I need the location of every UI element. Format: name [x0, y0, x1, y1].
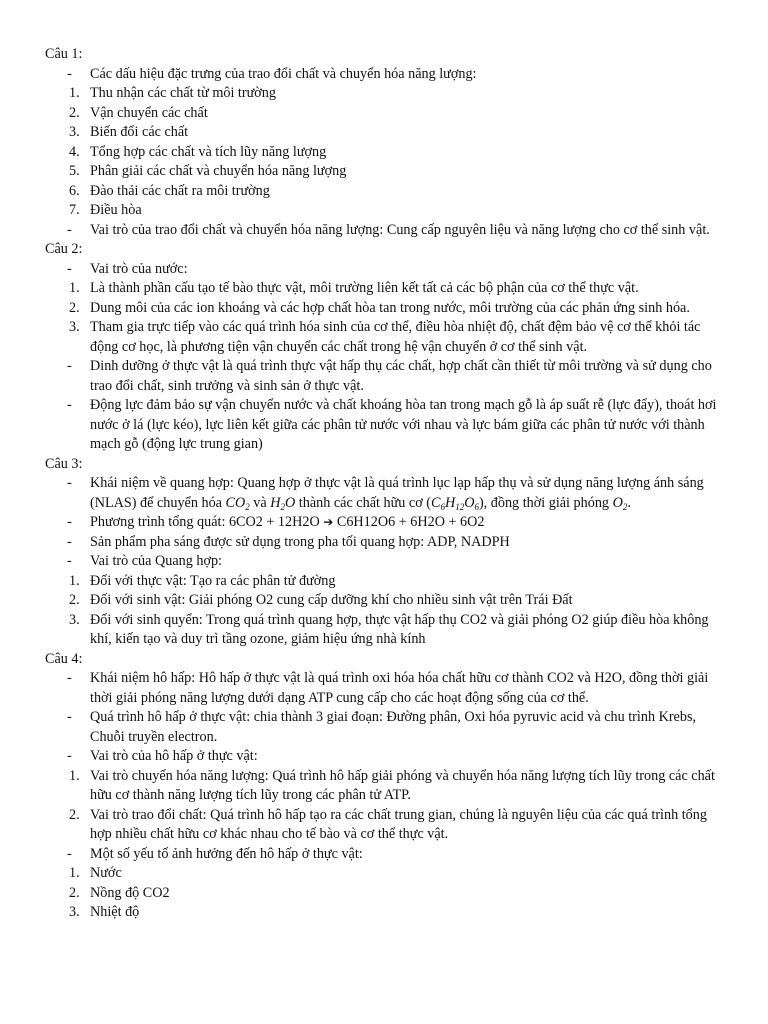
formula-glucose: $C_6H_{12}O_6$ [430, 494, 479, 512]
bullet-marker: - [67, 221, 72, 238]
number-marker: 3. [69, 319, 80, 335]
item-text: Quá trình hô hấp ở thực vật: chia thành 3 giai đoạn: Đường phân, Oxi hóa pyruvic acid và chu trình Krebs, Chuỗi truyền electron. [90, 709, 697, 745]
section-heading: Câu 4: [45, 650, 83, 667]
list-item-equation [45, 513, 728, 533]
list-item [45, 357, 728, 396]
list-item [45, 162, 728, 182]
list-item [45, 533, 728, 553]
bullet-marker: - [67, 65, 72, 82]
item-text: Khái niệm hô hấp: Hô hấp ở thực vật là quá trình oxi hóa hóa chất hữu cơ thành CO2 và H2O, đồng thời giải thời giải phóng năng lượng dưới dạng ATP cung cấp cho các hoạt động sống của cơ thể. [90, 670, 709, 706]
number-marker: 1. [69, 85, 80, 101]
list-item [45, 201, 728, 221]
item-text: Tổng hợp các chất và tích lũy năng lượng [90, 143, 327, 160]
section-heading: Câu 3: [45, 455, 83, 472]
number-marker: 7. [69, 202, 80, 218]
item-text: Thu nhận các chất từ môi trường [90, 85, 276, 101]
list-item-photosynthesis-definition [45, 474, 728, 513]
list-item [45, 279, 728, 299]
bullet-marker: - [67, 533, 72, 550]
item-text: Dung môi của các ion khoáng và các hợp chất hòa tan trong nước, môi trường của các phản ứng sinh hóa. [90, 299, 690, 316]
bullet-marker: - [67, 670, 72, 686]
number-marker: 2. [69, 806, 80, 823]
list-item [45, 552, 728, 572]
bullet-marker: - [67, 397, 72, 413]
list-item [45, 221, 728, 241]
number-marker: 2. [69, 299, 80, 316]
list-item [45, 884, 728, 904]
item-text: Tham gia trực tiếp vào các quá trình hóa sinh của cơ thể, điều hòa nhiệt độ, chất đệm bảo vệ cơ thể khỏi tác động cơ học, là phương tiện vận chuyển các chất trong hệ vận chuyển ở cơ thể sinh vật. [90, 319, 701, 355]
list-item [45, 143, 728, 163]
item-text: Phân giải các chất và chuyển hóa năng lượng [90, 163, 347, 179]
list-item [45, 845, 728, 865]
item-text: Dinh dưỡng ở thực vật là quá trình thực vật hấp thụ các chất, hợp chất cần thiết từ môi trường và sử dụng cho trao đổi chất, sinh trưởng và sinh sản ở thực vật. [90, 358, 712, 394]
bullet-marker: - [67, 709, 72, 725]
list-item [45, 669, 728, 708]
item-text: Nồng độ CO2 [90, 884, 170, 901]
bullet-marker: - [67, 845, 72, 862]
item-text: Vai trò của hô hấp ở thực vật: [90, 748, 258, 764]
item-text: Vai trò của nước: [90, 260, 188, 277]
item-text: Động lực đảm bảo sự vận chuyển nước và chất khoáng hòa tan trong mạch gỗ là áp suất rễ (lực đẩy), thoát hơi nước ở lá (lực kéo), lực liên kết giữa các phân tử nước với nhau và lực bám giữa các phân tử nước với thành mạch gỗ (động lực trung gian) [90, 397, 717, 452]
item-text: Một số yếu tố ảnh hưởng đến hô hấp ở thực vật: [90, 845, 363, 862]
item-text: Vai trò của Quang hợp: [90, 553, 223, 569]
bullet-marker: - [67, 358, 72, 374]
list-item [45, 747, 728, 767]
list-item [45, 65, 728, 85]
list-item [45, 806, 728, 845]
number-marker: 4. [69, 143, 80, 160]
item-text: Đối với sinh quyển: Trong quá trình quang hợp, thực vật hấp thụ CO2 và giải phóng O2 giúp điều hòa không khí, kiến tạo và duy trì tầng ozone, giảm hiệu ứng nhà kính [90, 611, 709, 647]
list-item [45, 260, 728, 280]
number-marker: 3. [69, 124, 80, 140]
item-text: Khái niệm về quang hợp: Quang hợp ở thực vật là quá trình lục lạp hấp thụ và sử dụng năng lượng ánh sáng (NLAS) để chuyển hóa $CO_2$ và $H_2O$ thành các chất hữu cơ $(C_6H_{12}O_6)$, đồng thời giải phóng $O_2$. [90, 475, 704, 512]
item-text: Nhiệt độ [90, 904, 140, 920]
number-marker: 6. [69, 182, 80, 199]
list-item [45, 903, 728, 923]
item-text: Sản phẩm pha sáng được sử dụng trong pha tối quang hợp: ADP, NADPH [90, 533, 510, 550]
item-text: Đối với sinh vật: Giải phóng O2 cung cấp dưỡng khí cho nhiều sinh vật trên Trái Đất [90, 592, 573, 608]
list-item [45, 84, 728, 104]
number-marker: 3. [69, 904, 80, 920]
item-text: Là thành phần cấu tạo tế bào thực vật, môi trường liên kết tất cả các bộ phận của cơ thể thực vật. [90, 280, 639, 296]
item-text: Nước [90, 865, 122, 881]
list-item [45, 572, 728, 592]
number-marker: 2. [69, 592, 80, 608]
bullet-marker: - [67, 514, 72, 530]
item-text: Đào thải các chất ra môi trường [90, 182, 270, 199]
formula-h2o: $H_2O$ [270, 494, 296, 512]
list-item [45, 767, 728, 806]
item-text: Vai trò của trao đổi chất và chuyển hóa năng lượng: Cung cấp nguyên liệu và năng lượng cho cơ thể sinh vật. [90, 221, 710, 238]
item-text: Các dấu hiệu đặc trưng của trao đổi chất và chuyển hóa năng lượng: [90, 65, 477, 82]
section-heading: Câu 2: [45, 241, 83, 257]
number-marker: 5. [69, 163, 80, 179]
item-text: Vận chuyển các chất [90, 104, 208, 121]
bullet-marker: - [67, 260, 72, 277]
bullet-marker: - [67, 475, 72, 491]
number-marker: 1. [69, 865, 80, 881]
number-marker: 3. [69, 611, 80, 628]
arrow-icon: ➔ [323, 515, 334, 529]
item-text: Biến đổi các chất [90, 124, 189, 140]
item-text: Phương trình tổng quát: 6CO2 + 12H2O ➔ C6H12O6 + 6H2O + 6O2 [90, 514, 485, 530]
list-item [45, 318, 728, 357]
list-item [45, 708, 728, 747]
bullet-marker: - [67, 553, 72, 569]
number-marker: 2. [69, 884, 80, 901]
number-marker: 1. [69, 280, 80, 296]
bullet-marker: - [67, 748, 72, 764]
number-marker: 2. [69, 104, 80, 121]
list-item [45, 182, 728, 202]
section-heading: Câu 1: [45, 46, 83, 62]
number-marker: 1. [69, 572, 80, 589]
list-item [45, 299, 728, 319]
list-item [45, 396, 728, 455]
number-marker: 1. [69, 767, 80, 784]
list-item [45, 864, 728, 884]
item-text: Đối với thực vật: Tạo ra các phân tử đường [90, 572, 336, 589]
list-item [45, 123, 728, 143]
formula-co2: $CO_2$ [225, 494, 250, 512]
list-item [45, 611, 728, 650]
item-text: Vai trò chuyển hóa năng lượng: Quá trình hô hấp giải phóng và chuyển hóa năng lượng tích lũy trong các chất hữu cơ thành năng lượng tích lũy trong các phân tử ATP. [90, 767, 715, 803]
list-item [45, 591, 728, 611]
list-item [45, 104, 728, 124]
formula-o2: $O_2$ [612, 494, 628, 512]
item-text: Vai trò trao đổi chất: Quá trình hô hấp tạo ra các chất trung gian, chúng là nguyên liệu của các quá trình tổng hợp nhiều chất hữu cơ khác nhau cho tế bào và cơ thể thực vật. [90, 806, 707, 842]
item-text: Điều hòa [90, 202, 142, 218]
